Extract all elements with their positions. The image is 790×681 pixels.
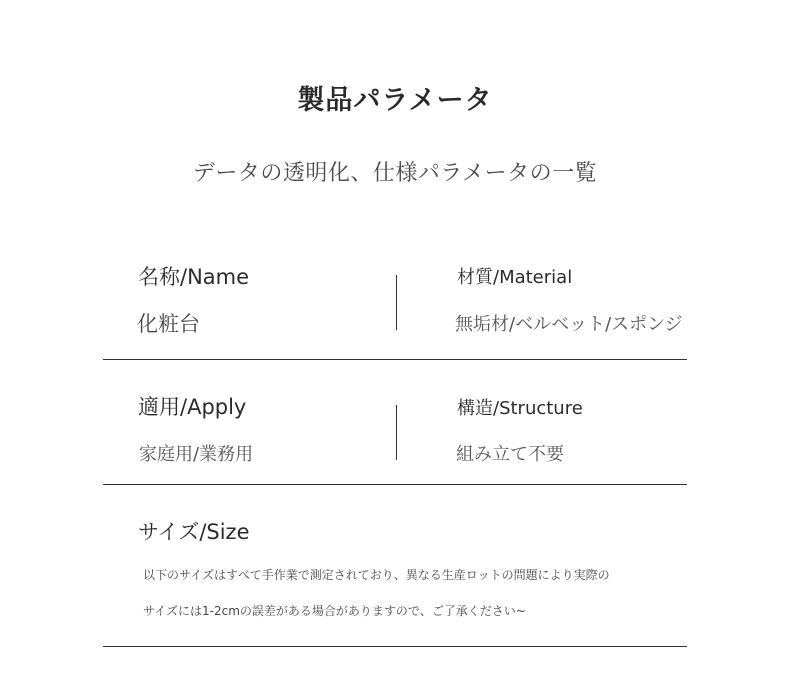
material-label: 材質/Material <box>457 267 573 288</box>
apply-value: 家庭用/業務用 <box>139 444 254 465</box>
row1-vertical-divider <box>396 275 397 330</box>
name-value: 化粧台 <box>137 312 200 336</box>
name-label: 名称/Name <box>138 265 250 289</box>
size-note-line1: 以下のサイズはすべて手作業で測定されており、異なる生産ロットの問題により実際の <box>143 568 610 582</box>
row1-divider <box>103 359 687 360</box>
structure-value: 組み立て不要 <box>456 444 564 465</box>
page-subtitle: データの透明化、仕様パラメータの一覧 <box>192 161 598 186</box>
page-title: 製品パラメータ <box>297 85 493 116</box>
row2-divider <box>103 484 687 485</box>
apply-label: 適用/Apply <box>138 395 247 419</box>
row2-vertical-divider <box>396 405 397 460</box>
structure-label: 構造/Structure <box>457 398 583 419</box>
size-label: サイズ/Size <box>138 520 250 544</box>
size-note-line2: サイズには1-2cmの誤差がある場合がありますので、ご了承ください~ <box>143 604 526 618</box>
row3-divider <box>103 646 687 647</box>
material-value: 無垢材/ベルベット/スポンジ <box>455 314 683 335</box>
